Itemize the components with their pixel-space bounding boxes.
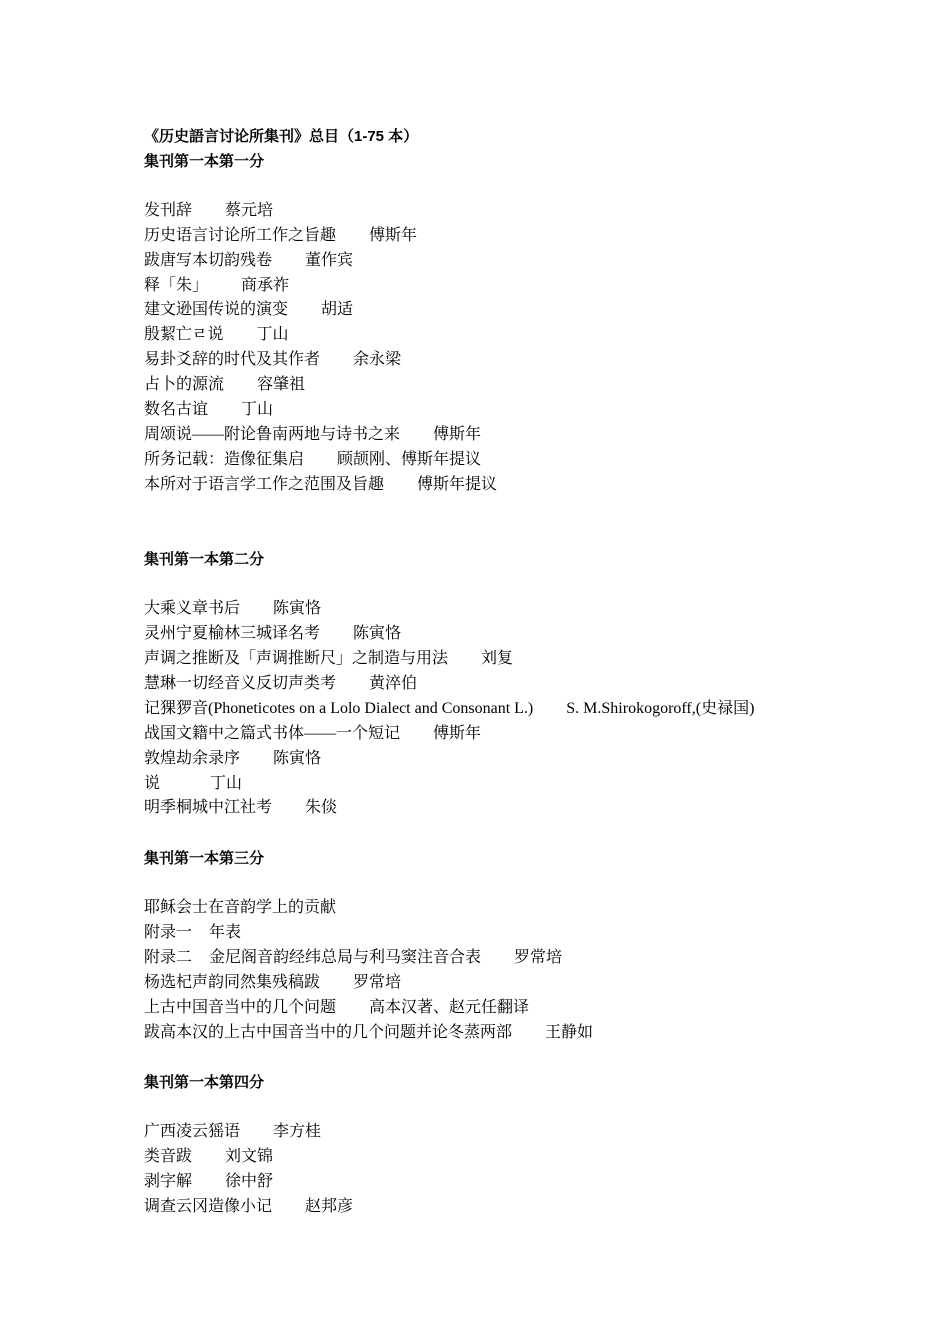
entry-author: 陈寅恪: [353, 625, 402, 643]
entry-title: 广西凌云猺语: [144, 1123, 241, 1141]
blank-line: [144, 821, 864, 846]
entry-author: 傅斯年: [369, 226, 418, 244]
toc-entry: [144, 647, 864, 672]
toc-entry: [144, 423, 864, 448]
entry-author: 罗常培: [353, 973, 402, 991]
section-heading: 集刊第一本第三分: [144, 850, 265, 868]
entry-author: 余永梁: [353, 351, 402, 369]
toc-entry: [144, 996, 864, 1021]
toc-entry: [144, 323, 864, 348]
entry-title: 周颂说——附论鲁南两地与诗书之来: [144, 425, 401, 443]
entry-author: 顾颉刚、傅斯年提议: [337, 450, 482, 468]
toc-entry: [144, 796, 864, 821]
entry-title: 类音跋: [144, 1148, 193, 1166]
entry-author: 傅斯年提议: [417, 475, 498, 493]
toc-entry: [144, 1120, 864, 1145]
toc-entry: [144, 697, 864, 722]
section-heading: 集刊第一本第一分: [144, 153, 265, 170]
blank-line: [144, 1045, 864, 1070]
toc-entry: [144, 448, 864, 473]
toc-entry: [144, 249, 864, 274]
entry-author: 刘复: [481, 650, 514, 668]
entry-title: 所务记载：造像征集启: [144, 450, 305, 468]
toc-entry: [144, 672, 864, 697]
entry-title: 记猓猡音(Phoneticotes on a Lolo Dialect and Consonant L.): [144, 699, 534, 717]
entry-title: 易卦爻辞的时代及其作者: [144, 351, 321, 369]
entry-author: 李方桂: [273, 1123, 322, 1141]
toc-entry: [144, 722, 864, 747]
entry-author: 高本汉著、赵元任翻译: [369, 998, 530, 1016]
entry-title: 上古中国音当中的几个问题: [144, 998, 337, 1016]
entry-title: 发刊辞: [144, 201, 193, 219]
toc-entry: [144, 373, 864, 398]
entry-title: 灵州宁夏榆林三城译名考: [144, 625, 321, 643]
entry-author: 董作宾: [305, 251, 354, 269]
entry-title: 占卜的源流: [144, 376, 225, 394]
entry-author: 陈寅恪: [273, 600, 322, 618]
entry-title: 数名古谊: [144, 401, 209, 419]
entry-title: 明季桐城中江社考: [144, 799, 273, 817]
entry-author: 丁山: [256, 326, 289, 344]
entry-author: 黄淬伯: [369, 674, 418, 692]
entry-title: 说: [144, 774, 161, 792]
blank-line: [144, 572, 864, 597]
entry-title: 杨选杞声韵同然集残稿跋: [144, 973, 321, 991]
toc-entry: [144, 199, 864, 224]
toc-entry: [144, 398, 864, 423]
blank-line: [144, 1095, 864, 1120]
entry-author: 刘文锦: [225, 1148, 274, 1166]
entry-author: 丁山: [241, 401, 274, 419]
toc-entry: [144, 298, 864, 323]
entry-title: 附录一: [144, 923, 193, 941]
toc-entry: [144, 1195, 864, 1220]
entry-title: 跋唐写本切韵残卷: [144, 251, 273, 269]
section-heading: 集刊第一本第二分: [144, 551, 265, 569]
toc-entry: [144, 597, 864, 622]
toc-entry: [144, 896, 864, 921]
blank-line: [144, 174, 864, 199]
entry-title: 殷絜亡ㄹ说: [144, 326, 224, 344]
toc-entry: [144, 224, 864, 249]
entry-title: 建文逊国传说的演变: [144, 301, 289, 319]
entry-author: 容肇祖: [257, 376, 306, 394]
entry-author: 朱倓: [305, 799, 338, 817]
entry-author: 年表: [209, 923, 242, 941]
toc-entry: [144, 1021, 864, 1046]
entry-title: 战国文籍中之篇式书体——一个短记: [144, 724, 401, 742]
entry-author: 丁山: [210, 774, 243, 792]
entry-author: 胡适: [321, 301, 354, 319]
toc-entry: [144, 772, 864, 797]
entry-title: 历史语言讨论所工作之旨趣: [144, 226, 337, 244]
toc-entry: [144, 274, 864, 299]
entry-title: 附录二: [144, 948, 193, 966]
entry-title: 耶稣会士在音韵学上的贡献: [144, 899, 337, 917]
toc-entry: [144, 473, 864, 498]
entry-title: 剥字解: [144, 1172, 193, 1190]
entry-author: 徐中舒: [225, 1172, 274, 1190]
toc-entry: [144, 946, 864, 971]
toc-entry: [144, 1170, 864, 1195]
document-title: 《历史語言讨论所集刊》总目（1-75 本）: [144, 128, 419, 145]
blank-line: [144, 871, 864, 896]
entry-title: 释「朱」: [144, 276, 209, 294]
entry-author: 王静如: [545, 1023, 594, 1041]
toc-entry: [144, 348, 864, 373]
toc-entry: [144, 1145, 864, 1170]
entry-author: 商承祚: [241, 276, 290, 294]
entry-title: 慧琳一切经音义反切声类考: [144, 674, 337, 692]
entry-author: 蔡元培: [225, 201, 274, 219]
document-content: [144, 124, 864, 1220]
entry-title: 敦煌劫余录序: [144, 749, 241, 767]
entry-title: 大乘义章书后: [144, 600, 241, 618]
entry-author: S. M.Shirokogoroff,(史禄国): [566, 699, 755, 717]
toc-entry: [144, 921, 864, 946]
entry-title: 跋高本汉的上古中国音当中的几个问题并论冬蒸两部: [144, 1023, 513, 1041]
entry-author: 傅斯年: [433, 724, 482, 742]
toc-entry: [144, 622, 864, 647]
entry-title: 本所对于语言学工作之范围及旨趣: [144, 475, 385, 493]
entry-title: 声调之推断及「声调推断尺」之制造与用法: [144, 650, 449, 668]
toc-entry: [144, 971, 864, 996]
entry-author: 赵邦彦: [305, 1197, 354, 1215]
blank-line: [144, 498, 864, 548]
section-heading: 集刊第一本第四分: [144, 1074, 265, 1092]
entry-author: 傅斯年: [433, 425, 482, 443]
entry-author: 罗常培: [514, 948, 563, 966]
entry-author: 陈寅恪: [273, 749, 322, 767]
toc-entry: [144, 747, 864, 772]
entry-author: 金尼阁音韵经纬总局与利马窦注音合表: [209, 948, 482, 966]
entry-title: 调查云冈造像小记: [144, 1197, 273, 1215]
